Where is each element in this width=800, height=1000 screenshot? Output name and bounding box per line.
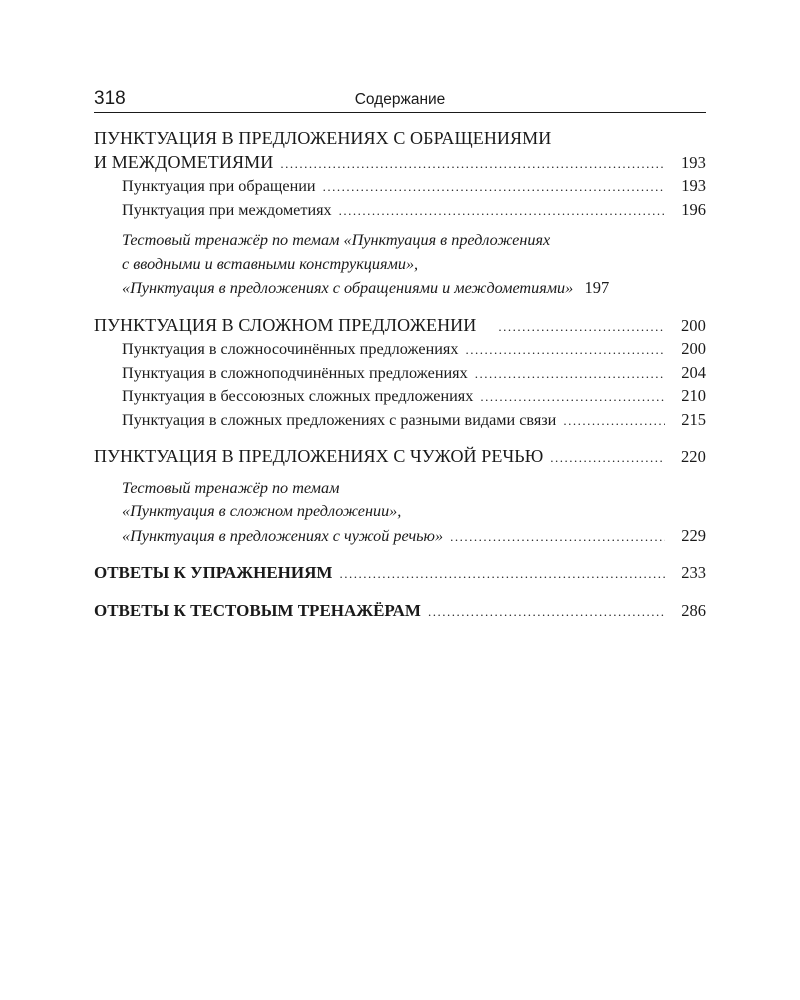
- toc-entry-complex[interactable]: [94, 361, 706, 385]
- dot-leader: [498, 315, 665, 339]
- dot-leader: [339, 199, 665, 223]
- dot-leader: [339, 562, 665, 586]
- toc-entry-address[interactable]: [94, 174, 706, 198]
- toc-test-title: Тестовый тренажёр по темам «Пунктуация в предложениях: [122, 231, 551, 249]
- dot-leader: [280, 152, 665, 176]
- running-title: Содержание: [354, 91, 446, 108]
- dot-leader: [550, 446, 665, 470]
- toc-entry-title: Пунктуация в бессоюзных сложных предложениях: [122, 387, 474, 405]
- page-header: [94, 88, 706, 113]
- toc-page-number: 215: [681, 409, 706, 429]
- toc-test-title: с вводными и вставными конструкциями»,: [122, 254, 419, 273]
- toc-page-number: 220: [680, 447, 706, 466]
- toc-test-entry-line1: [94, 477, 706, 501]
- toc-page-number: 196: [681, 199, 706, 219]
- page-number: 318: [94, 88, 126, 109]
- dot-leader: [465, 338, 665, 362]
- dot-leader: [475, 362, 665, 386]
- toc-entry-title: Пунктуация в сложноподчинённых предложениях: [122, 363, 468, 382]
- toc-page-number: 233: [681, 563, 706, 582]
- toc-test-title: Тестовый тренажёр по темам: [122, 478, 340, 497]
- toc-entry-title: Пунктуация в сложносочинённых предложениях: [122, 340, 459, 358]
- toc-section-title: ОТВЕТЫ К ТЕСТОВЫМ ТРЕНАЖЁРАМ: [94, 600, 421, 620]
- dot-leader: [450, 525, 665, 549]
- toc-entry-compound[interactable]: [94, 337, 706, 361]
- toc-page-number: 229: [681, 525, 706, 545]
- toc-entry-title: Пунктуация при междометиях: [122, 200, 332, 219]
- toc-page-number: 200: [681, 339, 706, 358]
- toc-page-number: 193: [681, 176, 706, 195]
- toc-section-punctuation-address-title-line1: [94, 127, 706, 151]
- toc-section-title: ПУНКТУАЦИЯ В ПРЕДЛОЖЕНИЯХ С ЧУЖОЙ РЕЧЬЮ: [94, 446, 544, 466]
- toc-page-number: 204: [681, 362, 706, 382]
- dot-leader: [480, 385, 665, 409]
- toc-page-number: 286: [681, 600, 706, 620]
- toc-test-entry-line2: [94, 253, 706, 277]
- table-of-contents: [94, 127, 706, 622]
- toc-entry-interjections[interactable]: [94, 198, 706, 222]
- toc-section-title: ОТВЕТЫ К УПРАЖНЕНИЯМ: [94, 563, 333, 582]
- toc-entry-mixed[interactable]: [94, 408, 706, 432]
- toc-test-title: «Пунктуация в предложениях с обращениями и междометиями»: [122, 279, 574, 297]
- toc-section-title: И МЕЖДОМЕТИЯМИ: [94, 151, 274, 172]
- toc-section-complex-sentence[interactable]: [94, 314, 706, 338]
- toc-test-entry-1[interactable]: [94, 276, 706, 300]
- toc-page-number: 197: [584, 278, 610, 297]
- toc-entry-asyndetic[interactable]: [94, 384, 706, 408]
- dot-leader: [323, 175, 665, 199]
- toc-answers-tests[interactable]: [94, 599, 706, 623]
- toc-entry-title: Пунктуация при обращении: [122, 177, 316, 195]
- toc-test-entry-line2: [94, 500, 706, 524]
- toc-page-number: 193: [680, 152, 706, 172]
- dot-leader: [428, 600, 665, 624]
- toc-test-entry-2[interactable]: [94, 524, 706, 548]
- toc-section-reported-speech[interactable]: [94, 445, 706, 469]
- toc-page-number: 200: [680, 315, 706, 335]
- toc-test-title: «Пунктуация в сложном предложении»,: [122, 502, 402, 520]
- toc-page-number: 210: [681, 386, 706, 405]
- toc-test-title: «Пунктуация в предложениях с чужой речью»: [122, 526, 444, 545]
- toc-section-title: ПУНКТУАЦИЯ В СЛОЖНОМ ПРЕДЛОЖЕНИИ: [94, 314, 477, 335]
- toc-entry-title: Пунктуация в сложных предложениях с разными видами связи: [122, 410, 557, 429]
- toc-test-entry-line1: [94, 229, 706, 253]
- toc-section-title: ПУНКТУАЦИЯ В ПРЕДЛОЖЕНИЯХ С ОБРАЩЕНИЯМИ: [94, 128, 552, 148]
- toc-section-punctuation-address[interactable]: [94, 151, 706, 175]
- dot-leader: [563, 409, 665, 433]
- toc-answers-exercises[interactable]: [94, 561, 706, 585]
